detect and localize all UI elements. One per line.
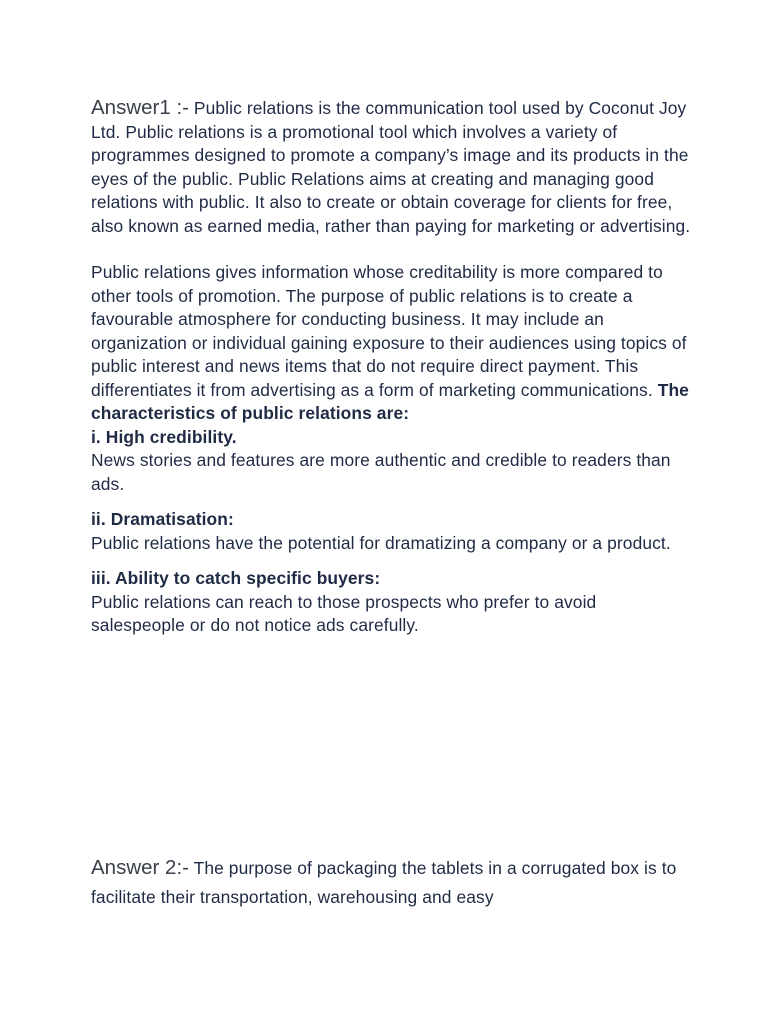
paragraph-spacer — [91, 238, 691, 261]
item-2-text: Public relations have the potential for dramatizing a company or a product. — [91, 532, 671, 553]
answer1-second-paragraph — [91, 261, 691, 426]
characteristics-heading: The characteristics of public relations are: — [91, 379, 689, 423]
answer2-paragraph — [91, 853, 711, 912]
item-spacer — [91, 496, 691, 508]
item-1-title: i. High credibility. — [91, 426, 237, 447]
item-3-text: Public relations can reach to those prospects who prefer to avoid salespeople or do not notice ads carefully. — [91, 591, 597, 635]
answer1-para2-text: Public relations gives information whose creditability is more compared to other tools of promotion. The purpose of public relations is to create a favourable atmosphere for conducting business. It may include an organization or individual gaining exposure to their audiences using topics of public interest and news items that do not require direct payment. This differentiates it from advertising as a form of marketing communications. — [91, 262, 687, 400]
item-2-title: ii. Dramatisation: — [91, 509, 234, 529]
answer1-intro-paragraph — [91, 96, 691, 238]
item-3-title: iii. Ability to catch specific buyers: — [91, 568, 381, 588]
item-spacer — [91, 555, 691, 567]
item-1-text: News stories and features are more authentic and credible to readers than ads. — [91, 450, 671, 494]
answer1-label: Answer1 :- — [91, 96, 189, 119]
answer2-section — [91, 853, 711, 912]
answer2-text: The purpose of packaging the tablets in a corrugated box is to facilitate their transportation, warehousing and easy — [91, 858, 677, 907]
answer2-label: Answer 2:- — [91, 856, 189, 879]
answer1-section — [91, 96, 691, 638]
answer1-intro-text: Public relations is the communication tool used by Coconut Joy Ltd. Public relations is a promotional tool which involves a variety of programmes designed to promote a company’s image and its products in the eyes of the public. Public Relations aims at creating and managing good relations with public. It also to create or obtain coverage for clients for free, also known as earned media, rather than paying for marketing or advertising. — [91, 98, 691, 236]
